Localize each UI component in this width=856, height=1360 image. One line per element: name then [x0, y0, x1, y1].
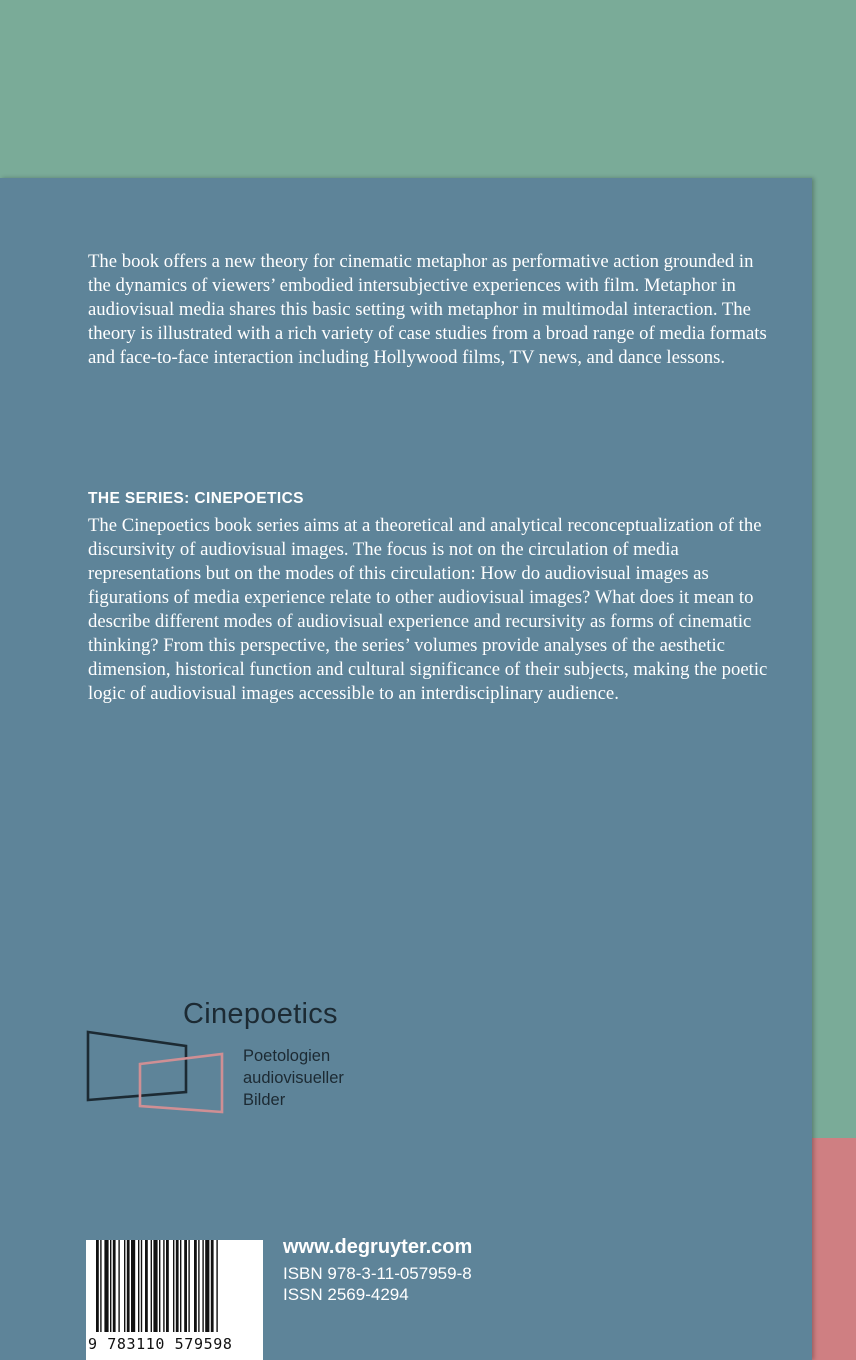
barcode-bar [113, 1240, 116, 1332]
barcode-bar [118, 1240, 119, 1332]
logo-subtitle-line: Bilder [243, 1091, 286, 1109]
barcode-bar [145, 1240, 148, 1332]
barcode-bar [166, 1240, 169, 1332]
isbn-text: ISBN 978-3-11-057959-8 [283, 1264, 472, 1283]
pink-accent-block [812, 1138, 856, 1360]
barcode-bar [96, 1240, 99, 1332]
barcode-bars [86, 1240, 263, 1335]
barcode-bar [110, 1240, 111, 1332]
barcode-bar [216, 1240, 217, 1332]
frames-icon [80, 1020, 230, 1120]
barcode-bar [127, 1240, 130, 1332]
barcode-bar [151, 1240, 152, 1332]
issn-text: ISSN 2569-4294 [283, 1285, 409, 1304]
barcode-bar [211, 1240, 214, 1332]
series-heading: THE SERIES: CINEPOETICS [88, 490, 304, 507]
barcode-bar [124, 1240, 125, 1332]
barcode-bar [188, 1240, 189, 1332]
barcode-bar [194, 1240, 197, 1332]
barcode-bar [138, 1240, 139, 1332]
barcode-bar [180, 1240, 181, 1332]
barcode-bar [184, 1240, 187, 1332]
publisher-url: www.degruyter.com [283, 1236, 473, 1258]
barcode-number: 9 783110 579598 [88, 1335, 233, 1353]
isbn-barcode [86, 1240, 263, 1360]
barcode-bar [159, 1240, 160, 1332]
barcode-bar [153, 1240, 157, 1332]
barcode-bar [141, 1240, 142, 1332]
barcode-bar [131, 1240, 135, 1332]
barcode-bar [205, 1240, 209, 1332]
logo-subtitle-line: Poetologien [243, 1047, 331, 1065]
barcode-bar [176, 1240, 179, 1332]
barcode-bar [202, 1240, 203, 1332]
series-description: The Cinepoetics book series aims at a theoretical and analytical reconceptualization of the discursivity of audiovisual images. The focus is not on the circulation of media representations but on the modes of this circulation: How do audiovisual images as figurations of media experience relate to other audiovisual images? What does it mean to describe different modes of audiovisual experience and recursivity as forms of cinematic thinking? From this perspective, the series’ volumes provide analyses of the aesthetic dimension, historical function and cultural significance of their subjects, making the poetic logic of audiovisual images accessible to an interdisciplinary audience. [88, 515, 768, 704]
barcode-bar [100, 1240, 101, 1332]
barcode-bar [104, 1240, 108, 1332]
barcode-bar [173, 1240, 174, 1332]
barcode-bar [198, 1240, 199, 1332]
series-logo-subtitle [243, 1045, 344, 1111]
barcode-bar [163, 1240, 164, 1332]
series-logo-title: Cinepoetics [183, 998, 338, 1030]
logo-subtitle-line: audiovisueller [243, 1069, 344, 1087]
book-blurb: The book offers a new theory for cinematic metaphor as performative action grounded in the dynamics of viewers’ embodied intersubjective experiences with film. Metaphor in audiovisual media shares this basic setting with metaphor in multimodal interaction. The theory is illustrated with a rich variety of case studies from a broad range of media formats and face-to-face interaction including Hollywood films, TV news, and dance lessons. [88, 251, 767, 368]
